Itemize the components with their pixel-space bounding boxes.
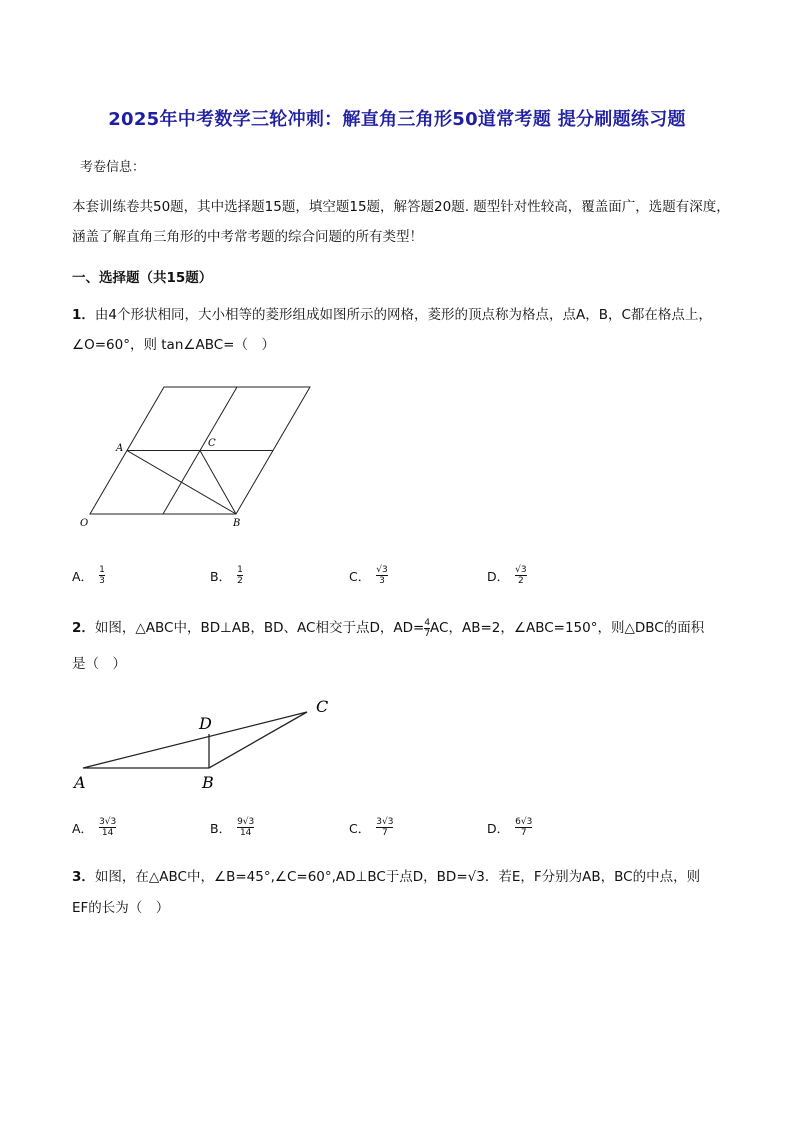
intro-paragraph: 本套训练卷共50题，其中选择题15题，填空题15题，解答题20题. 题型针对性较高，覆盖面广，选题有深度，涵盖了解直角三角形的中考常考题的综合问题的所有类型！: [72, 199, 730, 245]
fraction: $\frac{6√3}{7}$: [515, 817, 533, 838]
section-heading: 一、选择题（共15题）: [72, 270, 213, 286]
question-1-line1: 由4个形状相同，大小相等的菱形组成如图所示的网格，菱形的顶点称为格点，点A，B，C都在格点上，: [94, 307, 712, 323]
fraction: $\frac{1}{3}$: [99, 565, 105, 586]
question-2-number: 2: [72, 620, 82, 636]
fraction: $\frac{√3}{3}$: [376, 565, 388, 586]
q2-option-d[interactable]: D． $\frac{6√3}{7}$: [487, 817, 533, 838]
fraction: $\frac{4}{7}$: [424, 617, 431, 639]
fraction: $\frac{√3}{2}$: [515, 565, 527, 586]
question-3-number: 3: [72, 869, 82, 885]
question-3-text: 3．如图，在△ABC中，∠B=45°,∠C=60°,AD⊥BC于点D，BD=√3．若E，F分别为AB，BC的中点，则: [72, 869, 701, 885]
fig1-label-a: A: [116, 443, 124, 454]
exam-info-label: 考卷信息：: [80, 160, 146, 175]
fig2-label-d: D: [199, 714, 212, 733]
question-1-line2: ∠O=60°，则 tan∠ABC=（ ）: [72, 337, 275, 353]
page-title: 2025年中考数学三轮冲刺：解直角三角形50道常考题 提分刷题练习题: [108, 109, 686, 130]
question-1-number: 1: [72, 307, 82, 323]
q1-option-c[interactable]: C． $\frac{√3}{3}$: [349, 565, 388, 586]
fraction: $\frac{9√3}{14}$: [237, 817, 255, 838]
q1-option-b[interactable]: B． $\frac{1}{2}$: [210, 565, 243, 586]
question-2-figure: [70, 692, 340, 792]
question-3-line2: EF的长为（ ）: [72, 900, 170, 916]
question-2-line2: 是（ ）: [72, 656, 126, 672]
q2-option-b[interactable]: B． $\frac{9√3}{14}$: [210, 817, 255, 838]
q1-option-a[interactable]: A． $\frac{1}{3}$: [72, 565, 105, 586]
fraction: $\frac{1}{2}$: [237, 565, 243, 586]
fig1-label-b: B: [233, 518, 241, 529]
q1-option-d[interactable]: D． $\frac{√3}{2}$: [487, 565, 527, 586]
q2-option-c[interactable]: C． $\frac{3√3}{7}$: [349, 817, 394, 838]
fig2-label-b: B: [202, 773, 214, 792]
fraction: $\frac{3√3}{14}$: [99, 817, 117, 838]
question-1-figure: [70, 380, 330, 530]
fig2-label-c: C: [316, 697, 329, 716]
fig1-label-o: O: [80, 518, 89, 529]
fig1-label-c: C: [208, 438, 216, 449]
q2-option-a[interactable]: A． $\frac{3√3}{14}$: [72, 817, 117, 838]
question-1-text: 1．由4个形状相同，大小相等的菱形组成如图所示的网格，菱形的顶点称为格点，点A，B，C都在格点上，: [72, 307, 712, 323]
fig2-label-a: A: [74, 773, 86, 792]
fraction: $\frac{3√3}{7}$: [376, 817, 394, 838]
question-2-text: 2．如图，△ABC中，BD⊥AB，BD、AC相交于点D，AD= $\frac{4}{7}$ AC，AB=2，∠ABC=150°，则△DBC的面积: [72, 617, 705, 639]
